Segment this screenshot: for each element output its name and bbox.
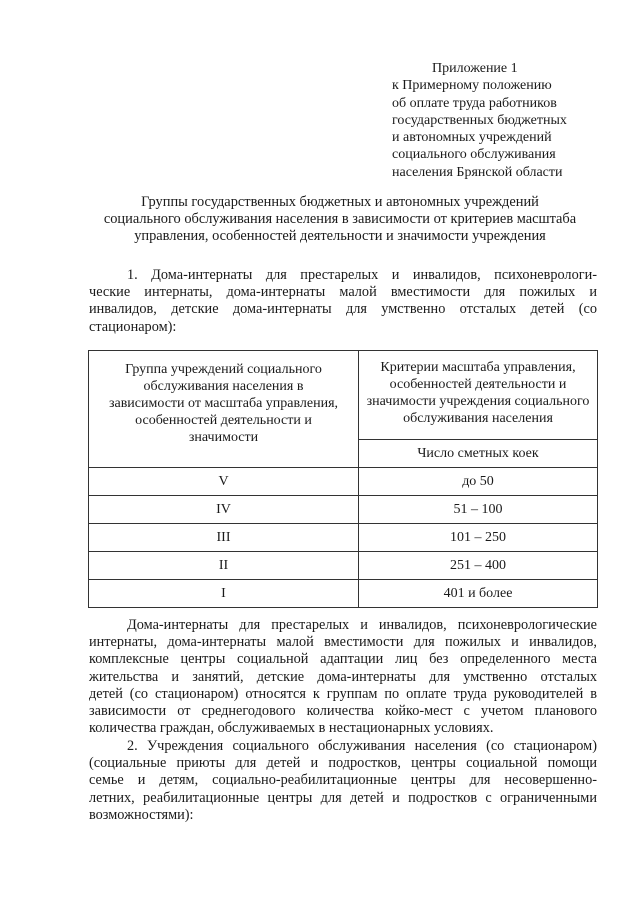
heading-line: социального обслуживания населения в зависимости от критериев масштаба	[103, 211, 577, 228]
table-row	[89, 580, 598, 608]
paragraph-line: ческие интернаты, дома-интернаты малой вместимости для пожилых и	[89, 284, 597, 301]
appendix-line: и автономных учреждений	[392, 130, 552, 146]
paragraph-line: инвалидов, детские дома-интернаты для умственно отсталых детей (со	[89, 301, 597, 318]
header-line: особенностей деятельности и	[389, 377, 567, 392]
header-line: обслуживания населения в	[143, 379, 304, 394]
section-2-paragraph	[89, 738, 597, 824]
header-line: зависимости от масштаба управления,	[108, 396, 339, 411]
table-row	[89, 552, 598, 580]
paragraph-line: Дома-интернаты для престарелых и инвалидов, психоневрологические	[127, 617, 597, 633]
table-row	[89, 468, 598, 496]
header-line: Группа учреждений социального	[125, 362, 322, 377]
value-cell: 51 – 100	[359, 496, 598, 524]
paragraph-line: количества граждан, обслуживаемых в нестационарных условиях.	[89, 720, 494, 737]
appendix-title: Приложение 1	[432, 61, 518, 76]
paragraph-line: интернаты, дома-интернаты малой вместимости для пожилых и инвалидов,	[89, 634, 597, 651]
appendix-line: к Примерному положению	[392, 78, 552, 94]
paragraph-line: семье и детям, социально-реабилитационные центры для несовершенно-	[89, 772, 597, 789]
group-cell: III	[89, 524, 359, 552]
heading-line: управления, особенностей деятельности и значимости учреждения	[134, 228, 546, 245]
paragraph-line: жительства и занятий, детские дома-интернаты для умственно отсталых	[89, 668, 597, 685]
appendix-line: об оплате труда работников	[392, 95, 557, 111]
header-line: Критерии масштаба управления,	[380, 360, 576, 375]
appendix-line: государственных бюджетных	[392, 112, 567, 128]
heading-line: Группы государственных бюджетных и автономных учреждений	[141, 194, 539, 210]
value-cell: 401 и более	[359, 580, 598, 608]
header-line: обслуживания населения	[403, 411, 553, 426]
group-cell: II	[89, 552, 359, 580]
appendix-line: социального обслуживания	[392, 147, 556, 163]
paragraph-line: возможностями):	[89, 806, 194, 823]
header-line: особенностей деятельности и	[135, 413, 312, 428]
appendix-block	[392, 60, 607, 181]
value-cell: 251 – 400	[359, 552, 598, 580]
paragraph-line: детей (со стационаром) относятся к группам по оплате труда руководителей в	[89, 685, 597, 702]
header-line: значимости	[188, 430, 259, 445]
paragraph-line: 1. Дома-интернаты для престарелых и инвалидов, психоневрологи-	[127, 267, 597, 283]
group-cell: IV	[89, 496, 359, 524]
groups-table	[88, 350, 598, 608]
group-cell: V	[89, 468, 359, 496]
header-criteria-cell	[359, 351, 598, 440]
group-cell: I	[89, 580, 359, 608]
paragraph-line: зависимости от среднегодового количества койко-мест с учетом планового	[89, 703, 597, 720]
paragraph-line: стационаром):	[89, 318, 177, 335]
table-row	[89, 496, 598, 524]
paragraph-line: (социальные приюты для детей и подростков, центры социальной помощи	[89, 755, 597, 772]
value-cell: до 50	[359, 468, 598, 496]
value-cell: 101 – 250	[359, 524, 598, 552]
table-row	[89, 524, 598, 552]
subheader-cell: Число сметных коек	[359, 440, 598, 468]
paragraph-line: летних, реабилитационные центры для детей и подростков с ограниченными	[89, 789, 597, 806]
header-group-cell	[89, 351, 359, 468]
header-line: значимости учреждения социального	[366, 394, 590, 409]
note-paragraph	[89, 617, 597, 737]
appendix-line: населения Брянской области	[392, 164, 563, 180]
document-heading	[80, 194, 600, 246]
section-1-paragraph	[89, 267, 597, 336]
paragraph-line: 2. Учреждения социального обслуживания населения (со стационаром)	[127, 738, 597, 754]
paragraph-line: комплексные центры социальной адаптации лиц без определенного места	[89, 651, 597, 668]
